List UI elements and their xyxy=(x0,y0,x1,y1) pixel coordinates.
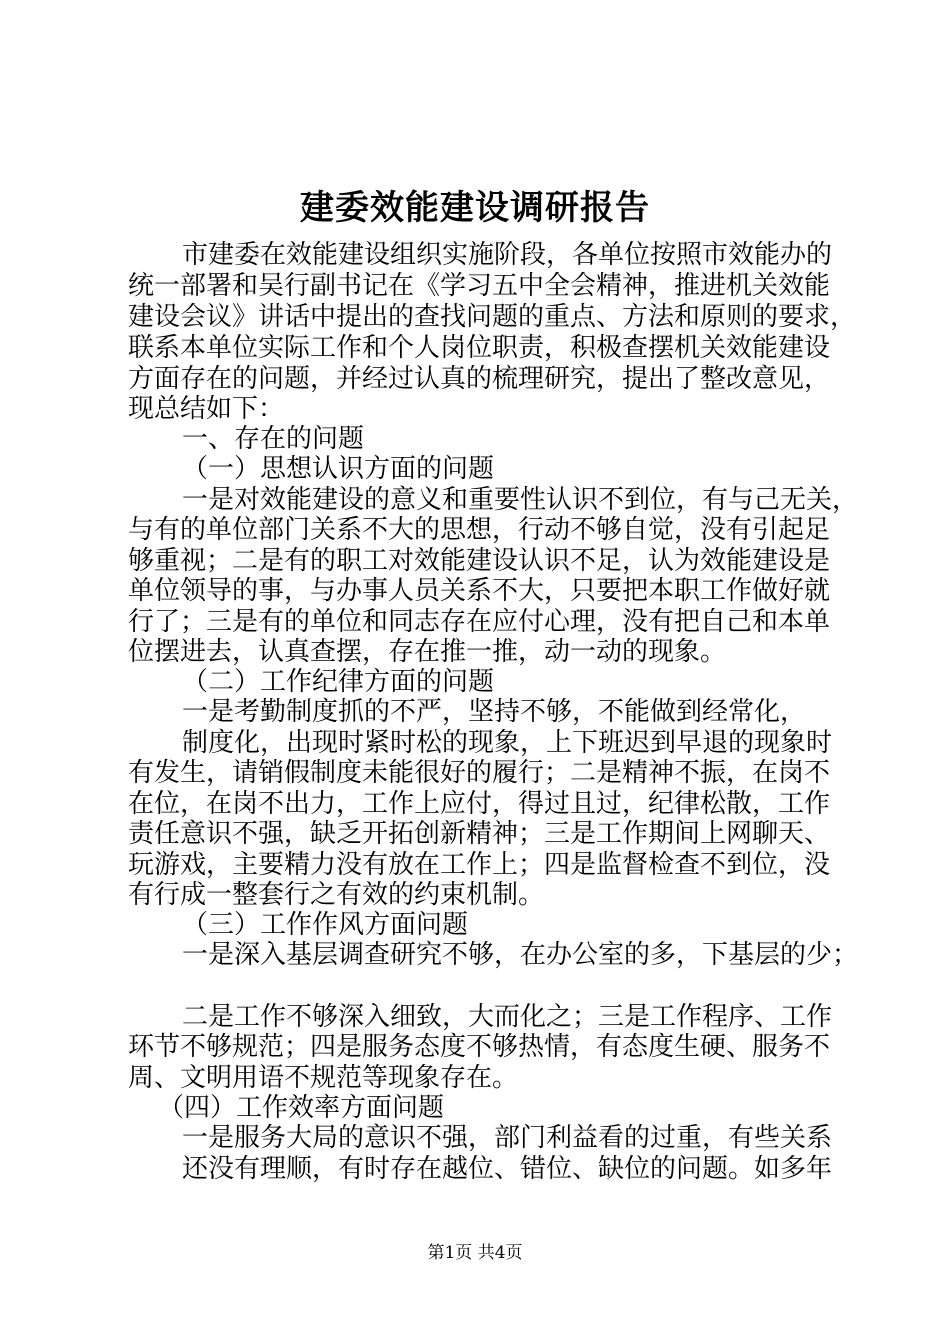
subsection-heading: （一）思想认识方面的问题 xyxy=(182,454,495,484)
text-line: 在位，在岗不出力，工作上应付，得过且过，纪律松散，工作 xyxy=(128,789,831,819)
text-line: 一是对效能建设的意义和重要性认识不到位，有与己无关， xyxy=(182,485,859,515)
subsection-heading: （三）工作作风方面问题 xyxy=(182,910,469,940)
text-line: 现总结如下： xyxy=(128,394,285,424)
text-line: 有发生，请销假制度未能很好的履行；二是精神不振，在岗不 xyxy=(128,758,831,788)
text-line: 与有的单位部门关系不大的思想，行动不够自觉，没有引起足 xyxy=(128,515,831,545)
text-line: 责任意识不强，缺乏开拓创新精神；三是工作期间上网聊天、 xyxy=(128,819,831,849)
document-title: 建委效能建设调研报告 xyxy=(300,188,650,228)
text-line: 玩游戏，主要精力没有放在工作上；四是监督检查不到位，没 xyxy=(128,850,831,880)
page-footer: 第1页 共4页 xyxy=(427,1243,523,1263)
subsection-heading: （四）工作效率方面问题 xyxy=(158,1093,445,1123)
text-line: 行了；三是有的单位和同志存在应付心理，没有把自己和本单 xyxy=(128,607,831,637)
text-line: 市建委在效能建设组织实施阶段，各单位按照市效能办的 xyxy=(182,240,833,270)
text-line: 位摆进去，认真查摆，存在推一推，动一动的现象。 xyxy=(128,637,727,667)
text-line: 统一部署和吴行副书记在《学习五中全会精神，推进机关效能 xyxy=(128,271,831,301)
text-line: 方面存在的问题，并经过认真的梳理研究，提出了整改意见， xyxy=(128,364,831,394)
text-line: 一是深入基层调查研究不够，在办公室的多，下基层的少； xyxy=(182,940,859,970)
text-line: 制度化，出现时紧时松的现象，上下班迟到早退的现象时 xyxy=(182,728,833,758)
text-line: 周、文明用语不规范等现象存在。 xyxy=(128,1063,519,1093)
text-line: 单位领导的事，与办事人员关系不大，只要把本职工作做好就 xyxy=(128,576,831,606)
text-line: 一是服务大局的意识不强，部门利益看的过重，有些关系 xyxy=(182,1123,833,1153)
text-line: 有行成一整套行之有效的约束机制。 xyxy=(128,880,545,910)
text-line: 够重视；二是有的职工对效能建设认识不足，认为效能建设是 xyxy=(128,546,831,576)
text-line: 建设会议》讲话中提出的查找问题的重点、方法和原则的要求， xyxy=(128,302,857,332)
text-line: 联系本单位实际工作和个人岗位职责，积极查摆机关效能建设 xyxy=(128,333,831,363)
text-line: 一是考勤制度抓的不严，坚持不够，不能做到经常化， xyxy=(182,697,807,727)
text-line: 环节不够规范；四是服务态度不够热情，有态度生硬、服务不 xyxy=(128,1032,831,1062)
section-heading: 一、存在的问题 xyxy=(182,424,365,454)
subsection-heading: （二）工作纪律方面的问题 xyxy=(182,667,495,697)
text-line: 还没有理顺，有时存在越位、错位、缺位的问题。如多年 xyxy=(182,1154,833,1184)
text-line: 二是工作不够深入细致，大而化之；三是工作程序、工作 xyxy=(182,1002,833,1032)
